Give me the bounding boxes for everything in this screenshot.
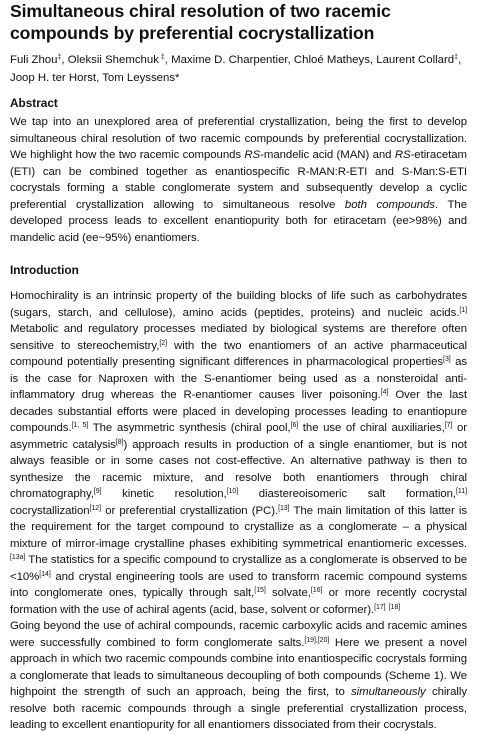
introduction-paragraph-1 xyxy=(10,288,467,618)
citation-ref: [19],[20] xyxy=(304,636,330,644)
introduction-paragraph-2 xyxy=(10,618,467,734)
body-text: or asymmetric catalysis xyxy=(10,422,467,451)
citation-ref: [18] xyxy=(388,603,401,611)
citation-ref: [2] xyxy=(159,339,167,347)
abstract-text-part: We tap into an unexplored area of preferential crystallization, being the first to develop simultaneous chiral resolution of two racemic compounds by preferential cocrystallization. We highlight how the two racemic compounds xyxy=(10,116,467,161)
author-name: Laurent Collard xyxy=(376,54,455,66)
citation-ref: [1, 5] xyxy=(71,422,89,429)
abstract-italic: both compounds xyxy=(344,198,435,211)
body-text: chirally resolve both racemic compounds through a single preferential crystallization process, leading to excellent enantiopurity for all enantiomers dissociated from their cocrystals. xyxy=(10,686,467,731)
italic-text: simultaneously xyxy=(351,686,426,698)
body-text: Over the last decades substantial efforts were placed in developing processes leading to enantiopure compounds. xyxy=(10,389,467,434)
citation-ref: [7] xyxy=(444,422,453,429)
body-text: kinetic resolution, xyxy=(101,488,227,500)
body-text: The statistics for a specific compound to crystallize as a conglomerate is observed to be <10% xyxy=(10,554,467,583)
body-text: Metabolic and regulatory processes mediated by biological systems are therefore often sensitive to stereochemistry, xyxy=(10,323,467,352)
citation-ref: [10] xyxy=(226,488,239,495)
body-text: or more recently cocrystal formation with the use of achiral agents (acid, base, solvent or coformer). xyxy=(10,587,467,616)
body-text: diastereoisomeric salt formation, xyxy=(238,488,457,500)
author-affiliation-mark: ‡ xyxy=(158,54,165,61)
author-name: Fuli Zhou xyxy=(10,54,58,66)
author-affiliation-mark: ‡ xyxy=(454,54,459,61)
citation-ref: [9] xyxy=(93,488,102,495)
citation-ref: [3] xyxy=(443,356,451,363)
abstract-text-part: -etiracetam (ETI) can be combined together as enantiospecific R-MAN:R-ETI and S-Man:S-ETI cocrystals forming a stable conglomerate system and subsequently develop a cyclic preferential crystallization allowing to simultaneous resolve xyxy=(10,149,467,211)
citation-ref: [12] xyxy=(89,504,102,512)
author-affiliation-mark: ‡ xyxy=(57,54,62,61)
author-name: Joop H. ter Horst xyxy=(10,71,97,84)
citation-ref: [14] xyxy=(39,570,51,578)
body-text: as is the case for Naproxen with the S-enantiomer being used as a nonsteroidal anti-inflammatory drug whereas the R-enantiomer causes liver poisoning. xyxy=(10,356,467,401)
body-text: cocrystallization xyxy=(10,504,90,517)
citation-ref: [11] xyxy=(456,488,467,495)
abstract-text-part: . The developed process leads to excellent enantiopurity both for etiracetam (ee>98%) and mandelic acid (ee~95%) enantiomers. xyxy=(10,198,467,244)
citation-ref: [13a] xyxy=(10,554,26,561)
body-text: ) approach results in production of a single enantiomer, but is not always feasible or in some cases not cost-effective. An alternative pathway is then to synthesize the racemic mixture, and resolve both enantiomers through chiral chromatography, xyxy=(10,438,467,500)
citation-ref: [17] xyxy=(374,603,386,611)
body-text: The asymmetric synthesis (chiral pool, xyxy=(88,422,291,434)
author-name: Chloé Matheys xyxy=(293,54,370,66)
abstract-italic: RS xyxy=(394,149,411,161)
author-name: Tom Leyssens* xyxy=(102,71,180,84)
author-name: Maxime D. Charpentier xyxy=(171,54,288,66)
author-name: Oleksii Shemchuk xyxy=(67,54,159,66)
citation-ref: [15] xyxy=(254,587,266,594)
citation-ref: [4] xyxy=(380,389,389,396)
body-text: Going beyond the use of achiral compounds, racemic carboxylic acids and racemic amines were successfully combined to form conglomerate salts. xyxy=(10,620,467,649)
abstract-italic: RS xyxy=(244,149,261,161)
citation-ref: [1] xyxy=(459,306,467,314)
body-text: with the two enantiomers of an active pharmaceutical compound potentially presenting significant differences in pharmacological properties xyxy=(10,339,467,368)
citation-ref: [6] xyxy=(290,422,299,429)
citation-ref: [13] xyxy=(278,504,290,512)
abstract-text xyxy=(10,114,467,246)
paper-title: Simultaneous chiral resolution of two racemic compounds by preferential cocrystallization xyxy=(10,1,391,43)
citation-ref: [8] xyxy=(115,438,124,446)
body-text: the use of chiral auxiliaries, xyxy=(298,422,445,434)
abstract-heading: Abstract xyxy=(10,96,58,110)
body-text: or preferential crystallization (PC). xyxy=(101,504,279,517)
body-text: The main limitation of this latter is the requirement for the target compound to crystallize as a conglomerate – a physical mixture of mirror-image crystalline phases exhibiting symmetrical enantiomeric excesses. xyxy=(10,504,467,550)
body-text: Here we present a novel approach in which two racemic compounds combine into enantiospecific cocrystals forming a conglomerate that leads to simultaneous decoupling of both compounds (Scheme 1). We highpoint the strength of such an approach, being the first, to xyxy=(10,636,467,698)
citation-ref: [16] xyxy=(310,587,323,594)
body-text: Homochirality is an intrinsic property of the building blocks of life such as carbohydrates (sugars, starch, and cellulose), amino acids (peptides, proteins) and nucleic acids. xyxy=(10,290,467,319)
author-list: Fuli Zhou‡, Oleksii Shemchuk ‡, Maxime D. Charpentier, Chloé Matheys, Laurent Collard‡, Joop H. ter Horst, Tom Leyssens* xyxy=(10,54,462,84)
body-text: solvate, xyxy=(265,587,311,599)
introduction-heading: Introduction xyxy=(10,263,79,277)
body-text: and crystal engineering tools are used to transform racemic compound systems into conglomerate ones, typically through salt, xyxy=(10,570,467,599)
abstract-text-part: -mandelic acid (MAN) and xyxy=(260,149,395,161)
